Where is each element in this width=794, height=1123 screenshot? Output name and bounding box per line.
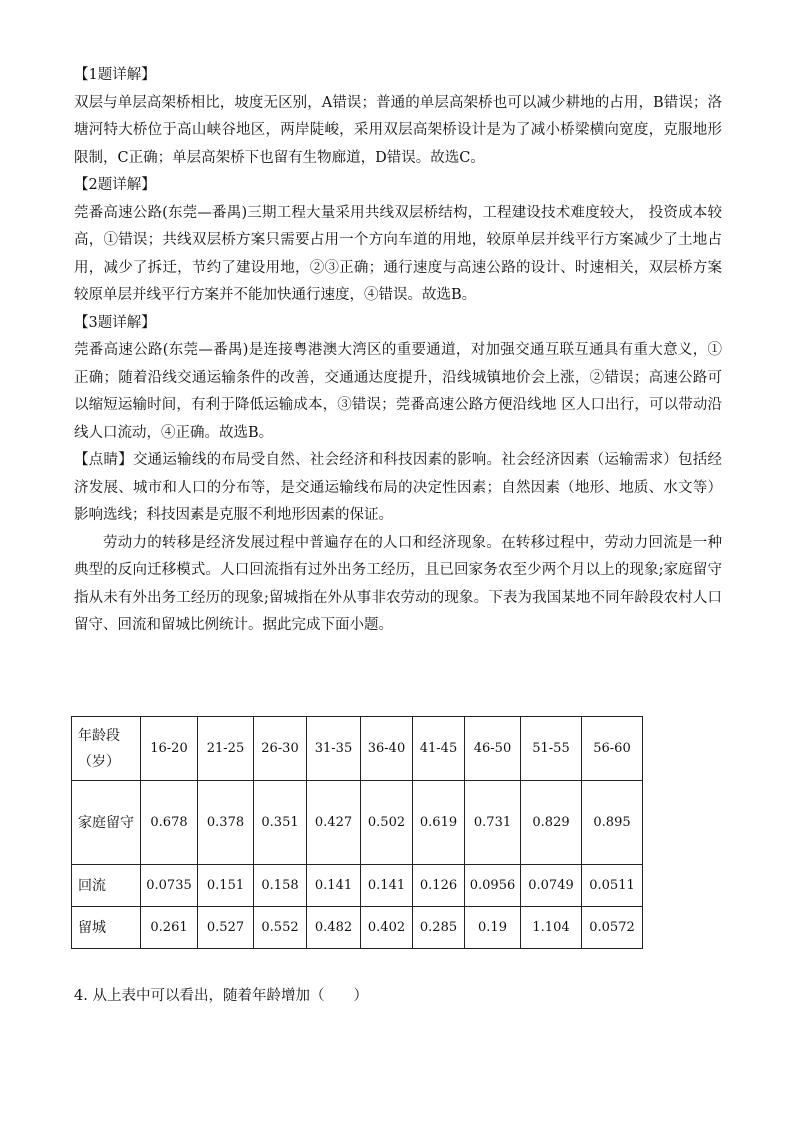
section-heading: 【1题详解】 — [74, 67, 156, 83]
question-4: 4. 从上表中可以看出，随着年龄增加（ ） — [74, 988, 368, 1004]
age-group-cell: 16-20 — [141, 717, 198, 781]
table-cell: 1.104 — [521, 907, 582, 949]
table-cell: 0.126 — [413, 865, 465, 907]
table-cell: 0.0511 — [582, 865, 643, 907]
table-cell: 0.731 — [465, 781, 521, 865]
header-label: 年龄段（岁） — [72, 717, 141, 781]
table-cell: 0.285 — [413, 907, 465, 949]
answer-explanations — [74, 62, 722, 640]
row-label: 家庭留守 — [72, 781, 141, 865]
table-cell: 0.0956 — [465, 865, 521, 907]
row-label: 回流 — [72, 865, 141, 907]
table-cell: 0.351 — [254, 781, 307, 865]
age-group-cell: 41-45 — [413, 717, 465, 781]
table-header-row — [72, 717, 643, 781]
section-heading: 【3题详解】 — [74, 314, 156, 331]
row-label: 留城 — [72, 907, 141, 949]
section-text: 双层与单层高架桥相比，坡度无区别，A错误；普通的单层高架桥也可以减少耕地的占用，B错误；洛塘河特大桥位于高山峡谷地区，两岸陡峻，采用双层高架桥设计是为了减小桥梁横向宽度，克服地形限制，C正确；单层高架桥下也留有生物廊道，D错误。故选C。 — [74, 94, 722, 166]
table-cell: 0.527 — [198, 907, 254, 949]
table-row — [72, 781, 643, 865]
table-cell: 0.19 — [465, 907, 521, 949]
table-cell: 0.895 — [582, 781, 643, 865]
table-cell: 0.427 — [307, 781, 361, 865]
table-cell: 0.141 — [361, 865, 413, 907]
table-row — [72, 907, 643, 949]
table-cell: 0.502 — [361, 781, 413, 865]
note-tag: 【点睛】 — [74, 452, 133, 468]
age-group-cell: 36-40 — [361, 717, 413, 781]
table-cell: 0.552 — [254, 907, 307, 949]
table-cell: 0.482 — [307, 907, 361, 949]
section-text: 莞番高速公路(东莞—番禺)三期工程大量采用共线双层桥结构，工程建设技术难度较大， 投资成本较高，①错误；共线双层桥方案只需要占用一个方向车道的用地，较原单层并线平行方案减少了土地占用，减少了拆迁，节约了建设用地，②③正确；通行速度与高速公路的设计、时速相关，双层桥方案较原单层并线平行方案并不能加快通行速度，④错误。故选B。 — [74, 204, 722, 303]
note-text: 交通运输线的布局受自然、社会经济和科技因素的影响。社会经济因素（运输需求）包括经济发展、城市和人口的分布等，是交通运输线布局的决定性因素；自然因素（地形、地质、水文等）影响选线；科技因素是克服不利地形因素的保证。 — [74, 452, 723, 523]
age-group-cell: 26-30 — [254, 717, 307, 781]
table-row — [72, 865, 643, 907]
table-cell: 0.158 — [254, 865, 307, 907]
table-cell: 0.261 — [141, 907, 198, 949]
table-cell: 0.402 — [361, 907, 413, 949]
note-paragraph — [74, 447, 722, 530]
age-group-cell: 46-50 — [465, 717, 521, 781]
table-cell: 0.141 — [307, 865, 361, 907]
table-cell: 0.378 — [198, 781, 254, 865]
table-cell: 0.829 — [521, 781, 582, 865]
intro-paragraph: 劳动力的转移是经济发展过程中普遍存在的人口和经济现象。在转移过程中，劳动力回流是一种典型的反向迁移模式。人口回流指有过外出务工经历，且已回家务农至少两个月以上的现象;家庭留守指从未有外出务工经历的现象;留城指在外从事非农劳动的现象。下表为我国某地不同年龄段农村人口留守、回流和留城比例统计。据此完成下面小题。 — [74, 534, 722, 633]
table-cell: 0.619 — [413, 781, 465, 865]
age-group-cell: 56-60 — [582, 717, 643, 781]
table-cell: 0.0749 — [521, 865, 582, 907]
table-cell: 0.0735 — [141, 865, 198, 907]
table-cell: 0.0572 — [582, 907, 643, 949]
age-group-cell: 31-35 — [307, 717, 361, 781]
age-group-cell: 51-55 — [521, 717, 582, 781]
age-group-cell: 21-25 — [198, 717, 254, 781]
table-cell: 0.151 — [198, 865, 254, 907]
section-text: 莞番高速公路(东莞—番禺)是连接粤港澳大湾区的重要通道，对加强交通互联互通具有重大意义，①正确；随着沿线交通运输条件的改善，交通通达度提升，沿线城镇地价会上涨，②错误；高速公路可以缩短运输时间，有利于降低运输成本，③错误；莞番高速公路方便沿线地 区人口出行，可以带动沿线人口流动，④正确。故选B。 — [74, 342, 722, 441]
age-group-table — [71, 716, 643, 949]
table-cell: 0.678 — [141, 781, 198, 865]
section-heading: 【2题详解】 — [74, 177, 156, 193]
